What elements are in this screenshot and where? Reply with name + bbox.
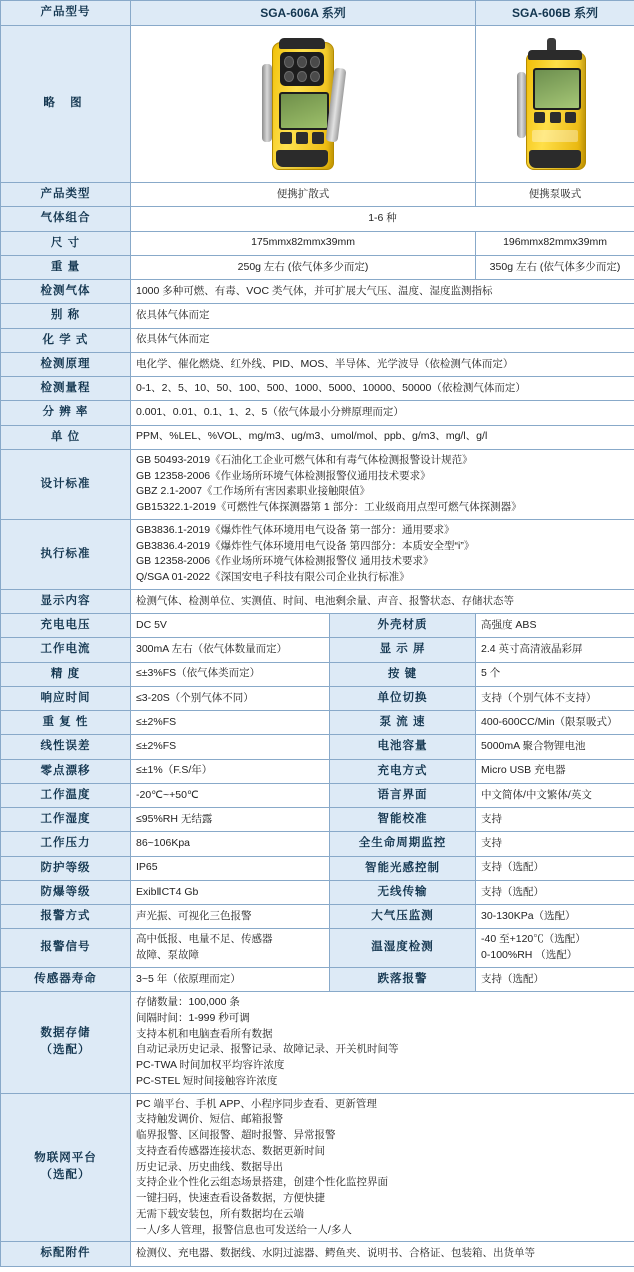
table-row-work-temperature (1, 783, 634, 807)
data-storage-line: PC-TWA 时间加权平均容许浓度 (136, 1059, 285, 1071)
exec-standard-line: GB 12358-2006《作业场所环境气体检测报警仪 通用技术要求》 (136, 555, 434, 568)
alias-label: 别 称 (1, 304, 131, 328)
zero-drift-label: 零点漂移 (1, 759, 131, 783)
data-storage-line: PC-STEL 短时间接触容许浓度 (136, 1074, 278, 1087)
product-type-label: 产品类型 (1, 183, 131, 207)
device-image-b-cell (476, 26, 634, 183)
sensor-life-label: 传感器寿命 (1, 967, 131, 991)
data-storage-value (131, 992, 634, 1094)
table-row-work-current (1, 638, 634, 662)
principle-label: 检测原理 (1, 352, 131, 376)
iot-platform-line: PC 端平台、手机 APP、小程序同步查看、更新管理 (136, 1097, 377, 1110)
iot-platform-value (131, 1093, 634, 1242)
table-row-formula (1, 328, 634, 352)
table-row-diagram (1, 26, 634, 183)
table-row-ex-rating (1, 880, 634, 904)
range-label: 检测量程 (1, 377, 131, 401)
table-row-charge-voltage (1, 614, 634, 638)
table-row-size (1, 231, 634, 255)
pump-flow-label: 泵 流 速 (330, 711, 476, 735)
table-row-data-storage (1, 992, 634, 1094)
temp-humidity-value (476, 929, 634, 968)
exec-standard-value (131, 519, 634, 589)
iot-platform-line: 历史记录、历史曲线、数据导出 (136, 1160, 283, 1173)
battery-capacity-label: 电池容量 (330, 735, 476, 759)
column-header-a: SGA-606A 系列 (131, 1, 476, 26)
belt-clip (262, 64, 272, 142)
unit-label: 单 位 (1, 425, 131, 449)
iot-platform-line: 一键扫码，快速查看设备数据，方便快捷 (136, 1192, 325, 1204)
charge-mode-value: Micro USB 充电器 (476, 759, 634, 783)
alarm-signal-label: 报警信号 (1, 929, 131, 968)
work-temperature-value: -20℃~+50℃ (131, 783, 330, 807)
diagram-label: 略 图 (1, 26, 131, 183)
iot-platform-label (1, 1093, 131, 1242)
linearity-label: 线性误差 (1, 735, 131, 759)
accuracy-label: 精 度 (1, 662, 131, 686)
repeatability-value: ≤±2%FS (131, 711, 330, 735)
detect-gas-value: 1000 多种可燃、有毒、VOC 类气体，并可扩展大气压、温度、湿度监测指标 (131, 280, 634, 304)
iot-platform-line: 一人/多人管理，报警信息也可发送给一人/多人 (136, 1223, 352, 1236)
design-standard-line: GB15322.1-2019《可燃性气体探测器第 1 部分：工业级商用点型可燃气体探测器》 (136, 501, 522, 513)
table-row-range (1, 377, 634, 401)
size-value-a: 175mmx82mmx39mm (131, 231, 476, 255)
linearity-value: ≤±2%FS (131, 735, 330, 759)
device-a-image (136, 31, 470, 177)
table-row-linearity (1, 735, 634, 759)
table-row-display-content (1, 589, 634, 613)
data-storage-line: 间隔时间：1-999 秒可调 (136, 1011, 250, 1024)
table-row-alarm-signal (1, 929, 634, 968)
table-row-exec-standard (1, 519, 634, 589)
weight-value-b: 350g 左右 (依气体多少而定) (476, 255, 634, 279)
work-current-label: 工作电流 (1, 638, 131, 662)
alias-value: 依具体气体而定 (131, 304, 634, 328)
table-row-product-type (1, 183, 634, 207)
light-sense-label: 智能光感控制 (330, 856, 476, 880)
display-content-label: 显示内容 (1, 589, 131, 613)
exec-standard-line: GB3836.1-2019《爆炸性气体环境用电气设备 第一部分：通用要求》 (136, 523, 455, 536)
charge-voltage-label: 充电电压 (1, 614, 131, 638)
work-pressure-label: 工作压力 (1, 832, 131, 856)
weight-value-a: 250g 左右 (依气体多少而定) (131, 255, 476, 279)
table-row-design-standard (1, 449, 634, 519)
table-row-response-time (1, 686, 634, 710)
accessory-label: 标配附件 (1, 1242, 131, 1266)
response-time-value: ≤3-20S（个别气体不同） (131, 686, 330, 710)
formula-label: 化 学 式 (1, 328, 131, 352)
table-row-repeatability (1, 711, 634, 735)
ip-rating-label: 防护等级 (1, 856, 131, 880)
language-label: 语言界面 (330, 783, 476, 807)
charge-mode-label: 充电方式 (330, 759, 476, 783)
drop-alarm-value: 支持（选配） (476, 967, 634, 991)
device-screen (279, 92, 329, 130)
gas-combo-label: 气体组合 (1, 207, 131, 231)
data-storage-line: 存储数量：100,000 条 (136, 996, 240, 1008)
alarm-mode-label: 报警方式 (1, 905, 131, 929)
size-value-b: 196mmx82mmx39mm (476, 231, 634, 255)
table-row-ip-rating (1, 856, 634, 880)
design-standard-line: GBZ 2.1-2007《工作场所有害因素职业接触限值》 (136, 485, 370, 498)
table-row-accessory (1, 1242, 634, 1266)
iot-platform-label-line1: 物联网平台 (34, 1152, 97, 1165)
work-humidity-value: ≤95%RH 无结露 (131, 808, 330, 832)
device-base (529, 150, 581, 168)
design-standard-line: GB 12358-2006《作业场所环境气体检测报警仪通用技术要求》 (136, 469, 431, 482)
device-top-cap (279, 38, 325, 49)
unit-switch-label: 单位切换 (330, 686, 476, 710)
device-top-band (528, 50, 582, 60)
device-nameplate (532, 130, 578, 142)
table-row-header (1, 1, 634, 26)
unit-switch-value: 支持（个别气体不支持） (476, 686, 634, 710)
lifecycle-monitor-value: 支持 (476, 832, 634, 856)
detect-gas-label: 检测气体 (1, 280, 131, 304)
keys-label: 按 键 (330, 662, 476, 686)
light-sense-value: 支持（选配） (476, 856, 634, 880)
data-storage-line: 支持本机和电脑查看所有数据 (136, 1027, 273, 1040)
table-row-iot-platform (1, 1093, 634, 1242)
data-storage-line: 自动记录历史记录、报警记录、故障记录、开关机时间等 (136, 1043, 399, 1056)
work-temperature-label: 工作温度 (1, 783, 131, 807)
ex-rating-value: ExibⅡCT4 Gb (131, 880, 330, 904)
drop-alarm-label: 跌落报警 (330, 967, 476, 991)
table-row-work-humidity (1, 808, 634, 832)
wireless-label: 无线传输 (330, 880, 476, 904)
accuracy-value: ≤±3%FS（依气体类而定） (131, 662, 330, 686)
product-type-value-b: 便携泵吸式 (476, 183, 634, 207)
exec-standard-line: Q/SGA 01-2022《深国安电子科技有限公司企业执行标准》 (136, 571, 410, 583)
ip-rating-value: IP65 (131, 856, 330, 880)
battery-capacity-value: 5000mA 聚合物锂电池 (476, 735, 634, 759)
table-row-detect-gas (1, 280, 634, 304)
air-pressure-label: 大气压监测 (330, 905, 476, 929)
alarm-signal-value (131, 929, 330, 968)
column-header-b: SGA-606B 系列 (476, 1, 634, 26)
keys-value: 5 个 (476, 662, 634, 686)
resolution-value: 0.001、0.01、0.1、1、2、5（依气体最小分辨原理而定） (131, 401, 634, 425)
gas-combo-value: 1-6 种 (131, 207, 634, 231)
design-standard-value (131, 449, 634, 519)
smart-calibration-value: 支持 (476, 808, 634, 832)
temp-humidity-line: 0-100%RH （选配） (481, 949, 578, 961)
temp-humidity-line: -40 至+120℃（选配） (481, 933, 586, 946)
language-value: 中文简体/中文繁体/英文 (476, 783, 634, 807)
design-standard-label: 设计标准 (1, 449, 131, 519)
table-row-alarm-mode (1, 905, 634, 929)
smart-calibration-label: 智能校准 (330, 808, 476, 832)
device-b-image (481, 31, 629, 177)
iot-platform-line: 无需下载安装包，所有数据均在云端 (136, 1207, 304, 1220)
temp-humidity-label: 温湿度检测 (330, 929, 476, 968)
repeatability-label: 重 复 性 (1, 711, 131, 735)
device-screen (533, 68, 581, 110)
screen-value: 2.4 英寸高清液晶彩屏 (476, 638, 634, 662)
iot-platform-label-line2: （选配） (40, 1169, 91, 1182)
product-type-value-a: 便携扩散式 (131, 183, 476, 207)
response-time-label: 响应时间 (1, 686, 131, 710)
table-row-alias (1, 304, 634, 328)
table-row-zero-drift (1, 759, 634, 783)
shell-material-label: 外壳材质 (330, 614, 476, 638)
sensor-grill (280, 52, 324, 86)
iot-platform-line: 支持触发调价、短信、邮箱报警 (136, 1113, 283, 1126)
air-pressure-value: 30-130KPa（选配） (476, 905, 634, 929)
wireless-value: 支持（选配） (476, 880, 634, 904)
table-row-principle (1, 352, 634, 376)
data-storage-label-line2: （选配） (40, 1044, 91, 1057)
work-current-value: 300mA 左右（依气体数量而定） (131, 638, 330, 662)
zero-drift-value: ≤±1%（F.S/年） (131, 759, 330, 783)
lifecycle-monitor-label: 全生命周期监控 (330, 832, 476, 856)
size-label: 尺 寸 (1, 231, 131, 255)
shell-material-value: 高强度 ABS (476, 614, 634, 638)
display-content-value: 检测气体、检测单位、实测值、时间、电池剩余量、声音、报警状态、存储状态等 (131, 589, 634, 613)
device-buttons (534, 112, 576, 124)
iot-platform-line: 支持企业个性化云组态场景搭建，创建个性化监控界面 (136, 1176, 388, 1189)
resolution-label: 分 辨 率 (1, 401, 131, 425)
alarm-mode-value: 声光振、可视化三色报警 (131, 905, 330, 929)
alarm-signal-line: 高中低报、电量不足、传感器 (136, 933, 273, 946)
data-storage-label (1, 992, 131, 1094)
charge-voltage-value: DC 5V (131, 614, 330, 638)
work-pressure-value: 86~106Kpa (131, 832, 330, 856)
iot-platform-line: 支持查看传感器连接状态、数据更新时间 (136, 1144, 325, 1157)
exec-standard-line: GB3836.4-2019《爆炸性气体环境用电气设备 第四部分：本质安全型“i”》 (136, 539, 475, 552)
design-standard-line: GB 50493-2019《石油化工企业可燃气体和有毒气体检测报警设计规范》 (136, 453, 473, 466)
device-base (276, 150, 328, 167)
table-row-work-pressure (1, 832, 634, 856)
pump-flow-value: 400-600CC/Min（限泵吸式） (476, 711, 634, 735)
unit-value: PPM、%LEL、%VOL、mg/m3、ug/m3、umol/mol、ppb、g/m3、mg/l、g/l (131, 425, 634, 449)
screen-label: 显 示 屏 (330, 638, 476, 662)
table-row-weight (1, 255, 634, 279)
alarm-signal-line: 故障、泵故障 (136, 949, 199, 961)
data-storage-label-line1: 数据存储 (40, 1027, 91, 1039)
table-row-gas-combo (1, 207, 634, 231)
ex-rating-label: 防爆等级 (1, 880, 131, 904)
sensor-life-value: 3~5 年（依原理而定） (131, 967, 330, 991)
work-humidity-label: 工作湿度 (1, 808, 131, 832)
table-row-unit (1, 425, 634, 449)
range-value: 0-1、2、5、10、50、100、500、1000、5000、10000、50000（依检测气体而定） (131, 377, 634, 401)
device-buttons (280, 132, 324, 146)
table-row-sensor-life (1, 967, 634, 991)
formula-value: 依具体气体而定 (131, 328, 634, 352)
iot-platform-line: 临界报警、区间报警、超时报警、异常报警 (136, 1129, 336, 1141)
principle-value: 电化学、催化燃烧、红外线、PID、MOS、半导体、光学波导（依检测气体而定） (131, 352, 634, 376)
table-row-accuracy (1, 662, 634, 686)
belt-clip (517, 72, 526, 138)
device-image-a-cell (131, 26, 476, 183)
exec-standard-label: 执行标准 (1, 519, 131, 589)
accessory-value: 检测仪、充电器、数据线、水阴过滤器、鳄鱼夹、说明书、合格证、包装箱、出货单等 (131, 1242, 634, 1266)
model-label: 产品型号 (1, 1, 131, 26)
table-row-resolution (1, 401, 634, 425)
weight-label: 重 量 (1, 255, 131, 279)
